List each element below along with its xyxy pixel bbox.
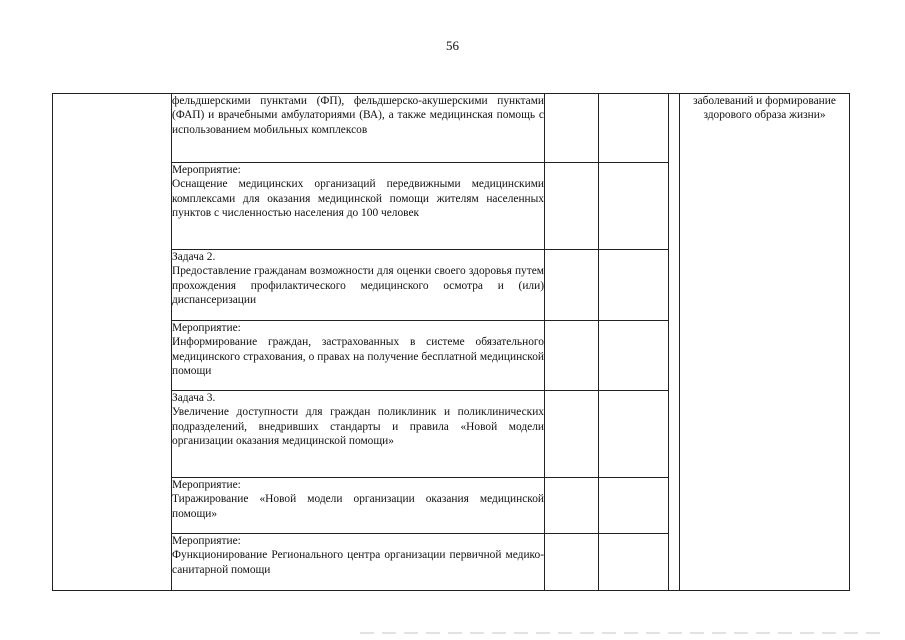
empty-cell	[599, 94, 669, 163]
task-cell	[172, 391, 545, 478]
empty-cell	[599, 321, 669, 391]
empty-cell	[599, 391, 669, 478]
empty-cell	[545, 163, 599, 250]
empty-cell	[599, 534, 669, 591]
task-heading: Мероприятие:	[172, 322, 241, 334]
table-row	[53, 94, 850, 163]
task-cell	[172, 94, 545, 163]
empty-cell	[545, 250, 599, 321]
empty-cell	[599, 163, 669, 250]
task-cell	[172, 321, 545, 391]
empty-cell	[599, 478, 669, 534]
task-text: Предоставление гражданам возможности для оценки своего здоровья путем прохождения профилактического медицинского осмотра и (или) диспансеризации	[172, 265, 544, 307]
task-text: Оснащение медицинских организаций передвижными медицинскими комплексами для оказания медицинской помощи жителям населенных пунктов с численностью населения до 100 человек	[172, 178, 544, 220]
task-heading: Мероприятие:	[172, 479, 241, 491]
result-text: заболеваний и формирование здорового образа жизни»	[693, 95, 836, 122]
empty-cell	[545, 94, 599, 163]
faded-footer-line	[360, 632, 880, 634]
task-heading: Мероприятие:	[172, 535, 241, 547]
narrow-column-cell	[669, 94, 680, 591]
task-text: Функционирование Регионального центра организации первичной медико-санитарной помощи	[172, 549, 544, 576]
task-cell	[172, 478, 545, 534]
task-cell	[172, 250, 545, 321]
task-text: Тиражирование «Новой модели организации оказания медицинской помощи»	[172, 493, 544, 520]
task-text: Увеличение доступности для граждан поликлиник и поликлинических подразделений, внедривших стандарты и правила «Новой модели организации оказания медицинской помощи»	[172, 406, 544, 448]
empty-cell	[545, 534, 599, 591]
task-cell	[172, 534, 545, 591]
task-cell	[172, 163, 545, 250]
result-cell	[680, 94, 850, 591]
empty-cell	[545, 391, 599, 478]
task-text: фельдшерскими пунктами (ФП), фельдшерско-акушерскими пунктами (ФАП) и врачебными амбулаториями (ВА), а также медицинская помощь с использованием мобильных комплексов	[172, 95, 544, 136]
program-table	[52, 93, 850, 591]
empty-cell	[599, 250, 669, 321]
task-heading: Мероприятие:	[172, 164, 241, 176]
first-column-cell	[53, 94, 172, 591]
task-heading: Задача 3.	[172, 392, 216, 404]
empty-cell	[545, 478, 599, 534]
page-number: 56	[446, 38, 459, 53]
task-heading: Задача 2.	[172, 251, 216, 263]
task-text: Информирование граждан, застрахованных в системе обязательного медицинского страхования, о правах на получение бесплатной медицинской помощи	[172, 336, 544, 378]
empty-cell	[545, 321, 599, 391]
